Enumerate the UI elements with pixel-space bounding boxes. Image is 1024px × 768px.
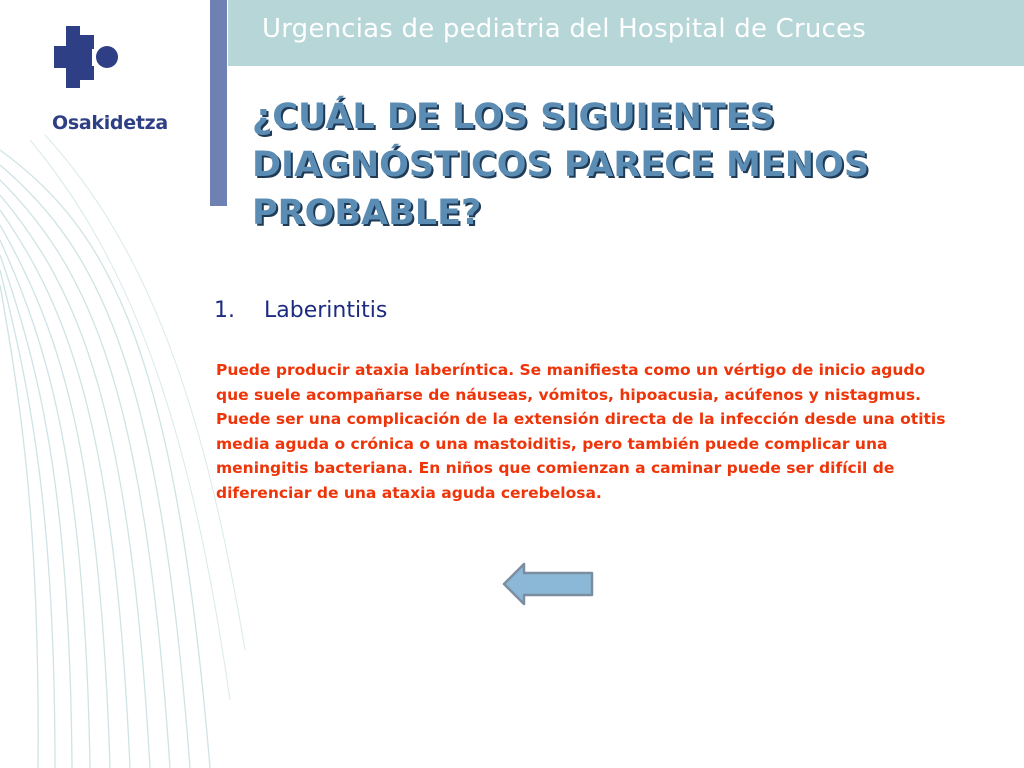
slide-question: ¿CUÁL DE LOS SIGUIENTES DIAGNÓSTICOS PARECE MENOS PROBABLE?: [252, 97, 870, 233]
option-number: 1.: [214, 298, 235, 323]
accent-bar: [210, 0, 227, 206]
left-arrow-icon: [504, 564, 592, 604]
back-arrow-button[interactable]: [500, 561, 596, 607]
brand-name: Osakidetza: [52, 112, 168, 134]
header-title: Urgencias de pediatria del Hospital de Cruces: [262, 14, 866, 44]
option-explanation: Puede producir ataxia laberíntica. Se manifiesta como un vértigo de inicio agudo que suele acompañarse de náuseas, vómitos, hipoacusia, acúfenos y nistagmus. Puede ser una complicación de la extensión directa de la infección desde una otitis media aguda o crónica o una mastoiditis, pero también puede complicar una meningitis bacteriana. En niños que comienzan a caminar puede ser difícil de diferenciar de una ataxia aguda cerebelosa.: [216, 361, 946, 502]
option-label: Laberintitis: [264, 298, 388, 323]
answer-option: [214, 298, 387, 323]
